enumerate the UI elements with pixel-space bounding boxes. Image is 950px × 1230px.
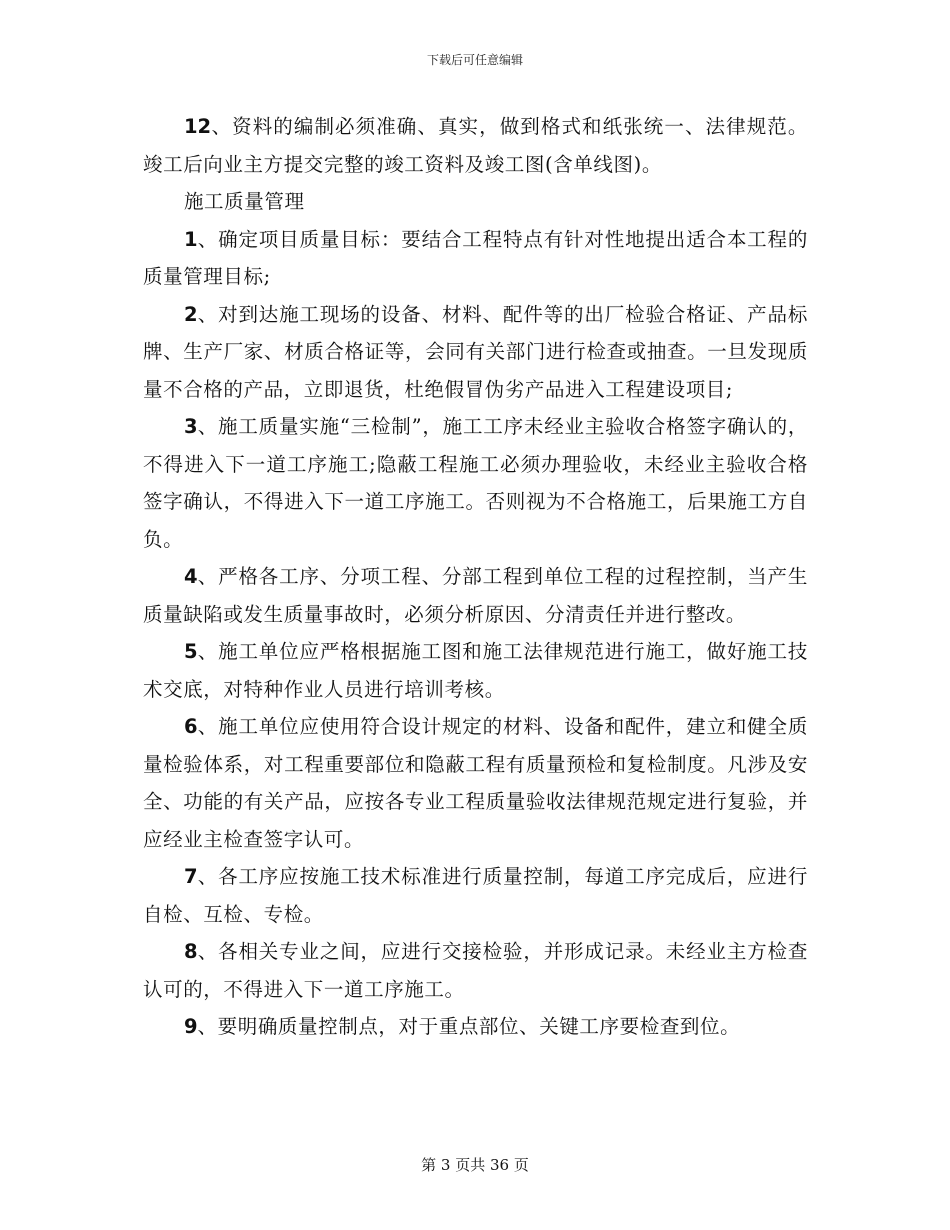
paragraph-5 — [143, 633, 808, 708]
paragraph-text: 、施工质量实施“三检制”，施工工序未经业主验收合格签字确认的，不得进入下一道工序施工;隐蔽工程施工必须办理验收，未经业主验收合格签字确认，不得进入下一道工序施工。否则视为不合格施工，后果施工方自负。 — [143, 415, 808, 551]
paragraph-1 — [143, 221, 808, 296]
paragraph-text: 、资料的编制必须准确、真实，做到格式和纸张统一、法律规范。竣工后向业主方提交完整的竣工资料及竣工图(含单线图)。 — [143, 115, 808, 176]
paragraph-text: 、施工单位应严格根据施工图和施工法律规范进行施工，做好施工技术交底，对特种作业人员进行培训考核。 — [143, 640, 808, 701]
paragraph-text: 、严格各工序、分项工程、分部工程到单位工程的过程控制，当产生质量缺陷或发生质量事故时，必须分析原因、分清责任并进行整改。 — [143, 565, 808, 626]
paragraph-7 — [143, 858, 808, 933]
paragraph-text: 、对到达施工现场的设备、材料、配件等的出厂检验合格证、产品标牌、生产厂家、材质合格证等，会同有关部门进行检查或抽查。一旦发现质量不合格的产品，立即退货，杜绝假冒伪劣产品进入工程建设项目; — [143, 302, 808, 401]
paragraph-2 — [143, 296, 808, 409]
page-footer: 第 3 页共 36 页 — [421, 1156, 529, 1174]
paragraph-number: 8 — [183, 940, 198, 963]
page-header: 下载后可任意编辑 — [426, 53, 523, 67]
paragraph-6 — [143, 708, 808, 858]
heading-text: 施工质量管理 — [183, 190, 305, 213]
paragraph-number: 2 — [183, 302, 198, 326]
paragraph-number: 9 — [183, 1015, 198, 1038]
paragraph-text: 、施工单位应使用符合设计规定的材料、设备和配件，建立和健全质量检验体系，对工程重要部位和隐蔽工程有质量预检和复检制度。凡涉及安全、功能的有关产品，应按各专业工程质量验收法律规范规定进行复验，并应经业主检查签字认可。 — [143, 715, 808, 851]
paragraph-number: 4 — [183, 565, 198, 588]
paragraph-number: 7 — [183, 865, 198, 888]
paragraph-3 — [143, 408, 808, 558]
paragraph-8 — [143, 933, 808, 1008]
document-body — [143, 108, 808, 1046]
paragraph-9 — [143, 1008, 808, 1046]
paragraph-number: 5 — [183, 640, 198, 663]
paragraph-text: 、各相关专业之间，应进行交接检验，并形成记录。未经业主方检查认可的，不得进入下一道工序施工。 — [143, 940, 808, 1001]
paragraph-4 — [143, 558, 808, 633]
paragraph-text: 、要明确质量控制点，对于重点部位、关键工序要检查到位。 — [197, 1015, 741, 1038]
paragraph-text: 、各工序应按施工技术标准进行质量控制，每道工序完成后，应进行自检、互检、专检。 — [143, 865, 808, 926]
paragraph-number: 3 — [183, 415, 198, 438]
paragraph-12 — [143, 108, 808, 183]
paragraph-number: 1 — [183, 227, 198, 251]
paragraph-text: 、确定项目质量目标：要结合工程特点有针对性地提出适合本工程的质量管理目标; — [143, 227, 808, 288]
section-heading — [143, 183, 808, 221]
paragraph-number: 6 — [183, 715, 198, 738]
paragraph-number: 12 — [183, 115, 212, 138]
